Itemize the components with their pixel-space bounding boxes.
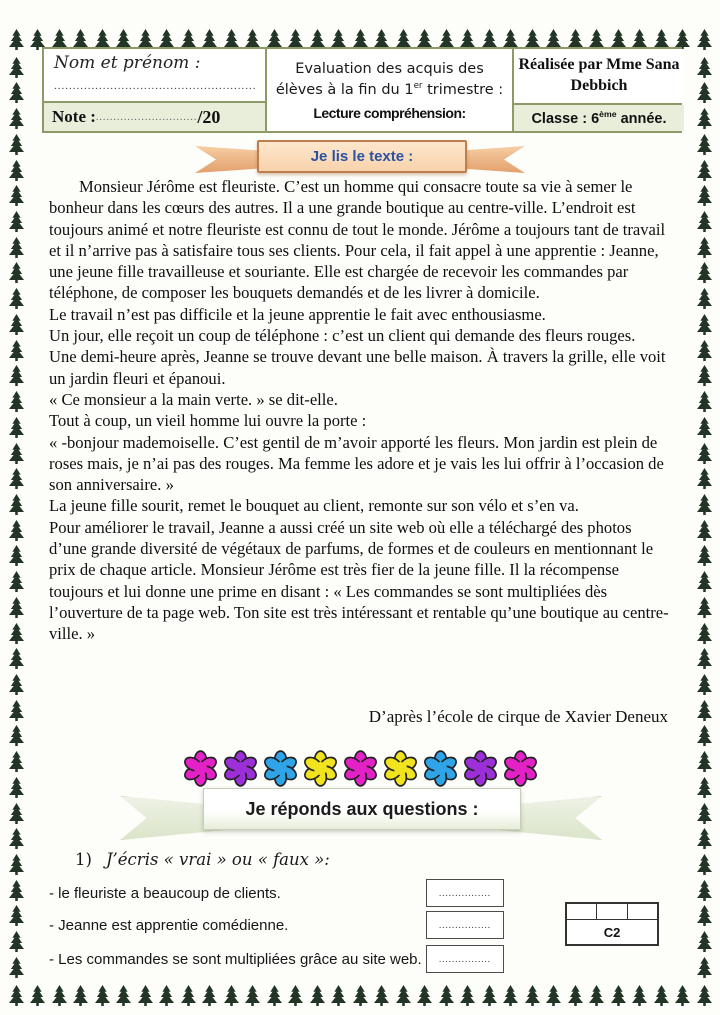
fir-tree-icon (9, 725, 24, 746)
ribbon-tail-left (195, 146, 265, 173)
fir-tree-icon (675, 985, 690, 1006)
fir-tree-icon (697, 803, 712, 824)
tree-border-right (693, 52, 715, 983)
fir-tree-icon (697, 443, 712, 464)
fir-tree-icon (353, 985, 368, 1006)
fir-tree-icon (9, 237, 24, 258)
flower-icon (222, 750, 259, 787)
fir-tree-icon (697, 160, 712, 181)
answer-box-2[interactable]: ................ (426, 911, 504, 939)
fir-tree-icon (9, 520, 24, 541)
flower-icon (302, 750, 339, 787)
fir-tree-icon (697, 82, 712, 103)
name-cell (44, 49, 265, 101)
fir-tree-icon (9, 443, 24, 464)
fir-tree-icon (546, 985, 561, 1006)
header-table (42, 47, 682, 133)
fir-tree-icon (9, 262, 24, 283)
fir-tree-icon (9, 545, 24, 566)
fir-tree-icon (9, 82, 24, 103)
true-false-row (49, 945, 504, 973)
statement-label: - Jeanne est apprentie comédienne. (49, 916, 289, 934)
fir-tree-icon (482, 985, 497, 1006)
fir-tree-icon (697, 700, 712, 721)
evaluation-subtitle: Lecture compréhension: (313, 105, 466, 122)
fir-tree-icon (439, 985, 454, 1006)
tree-border-bottom (2, 984, 718, 1007)
fir-tree-icon (589, 985, 604, 1006)
note-label: Note : (52, 107, 96, 126)
read-banner (195, 139, 525, 177)
fir-tree-icon (697, 391, 712, 412)
flower-icon (422, 750, 459, 787)
fir-tree-icon (654, 985, 669, 1006)
fir-tree-icon (9, 880, 24, 901)
fir-tree-icon (9, 365, 24, 386)
true-false-row (49, 879, 504, 907)
fir-tree-icon (288, 985, 303, 1006)
fir-tree-icon (697, 931, 712, 952)
grading-cells[interactable] (567, 904, 657, 920)
fir-tree-icon (697, 417, 712, 438)
text-paragraph: Pour améliorer le travail, Jeanne a aussi créé un site web où elle a téléchargé des photos d’une grande diversité de végétaux de parfums, de formes et de couleurs en mentionnant le prix de chaque article. Monsieur Jérôme est très fier de la jeune fille. Il la récompense toujours et lui donne une prime en disant : « Les commandes se sont multipliées dès l’ouverture de ta page web. Ton site est très intéressant et rentable qu’une boutique au centre-ville. » (49, 517, 669, 644)
fir-tree-icon (697, 365, 712, 386)
fir-tree-icon (697, 340, 712, 361)
fir-tree-icon (697, 648, 712, 669)
note-cell (44, 103, 265, 131)
fir-tree-icon (697, 494, 712, 515)
fir-tree-icon (9, 340, 24, 361)
fir-tree-icon (697, 520, 712, 541)
fir-tree-icon (202, 985, 217, 1006)
flower-icon (182, 750, 219, 787)
fir-tree-icon (9, 160, 24, 181)
fir-tree-icon (310, 985, 325, 1006)
fir-tree-icon (9, 931, 24, 952)
fir-tree-icon (9, 468, 24, 489)
fir-tree-icon (374, 985, 389, 1006)
fir-tree-icon (9, 417, 24, 438)
statement-label: - Les commandes se sont multipliées grâce au site web. (49, 950, 422, 968)
text-paragraph: Le travail n’est pas difficile et la jeune apprentie le fait avec enthousiasme. (49, 304, 546, 324)
fir-tree-icon (697, 288, 712, 309)
true-false-row (49, 911, 504, 939)
fir-tree-icon (9, 108, 24, 129)
evaluation-title-cell (267, 49, 512, 131)
fir-tree-icon (503, 985, 518, 1006)
reading-text (49, 176, 673, 645)
fir-tree-icon (697, 725, 712, 746)
text-paragraph: Tout à coup, un vieil homme lui ouvre la porte : (49, 411, 367, 431)
fir-tree-icon (396, 985, 411, 1006)
fir-tree-icon (52, 985, 67, 1006)
fir-tree-icon (224, 985, 239, 1006)
fir-tree-icon (9, 623, 24, 644)
fir-tree-icon (697, 29, 712, 50)
fir-tree-icon (9, 597, 24, 618)
flower-icon (262, 750, 299, 787)
fir-tree-icon (697, 262, 712, 283)
questions-banner-box (203, 788, 521, 830)
author-cell (514, 49, 684, 103)
fir-tree-icon (9, 391, 24, 412)
text-paragraph: Une demi-heure après, Jeanne se trouve devant une belle maison. À travers la grille, elle voit un jardin fleuri et épanoui. (49, 347, 666, 388)
fir-tree-icon (697, 985, 712, 1006)
author-name: Réalisée par Mme Sana Debbich (518, 56, 680, 94)
fir-tree-icon (525, 985, 540, 1006)
fir-tree-icon (697, 623, 712, 644)
answer-box-3[interactable]: ................ (426, 945, 504, 973)
competency-grading-table (565, 902, 659, 946)
questions-banner (120, 786, 602, 842)
fir-tree-icon (697, 314, 712, 335)
fir-tree-icon (697, 134, 712, 155)
class-cell (514, 105, 684, 131)
fir-tree-icon (697, 108, 712, 129)
questions-section (49, 850, 673, 978)
fir-tree-icon (30, 985, 45, 1006)
fir-tree-icon (9, 674, 24, 695)
name-label: Nom et prénom : (54, 53, 201, 73)
fir-tree-icon (9, 700, 24, 721)
flower-icon (342, 750, 379, 787)
fir-tree-icon (331, 985, 346, 1006)
text-attribution: D’après l’école de cirque de Xavier Deneux (368, 707, 668, 726)
fir-tree-icon (697, 674, 712, 695)
fir-tree-icon (267, 985, 282, 1006)
fir-tree-icon (138, 985, 153, 1006)
fir-tree-icon (697, 211, 712, 232)
fir-tree-icon (9, 905, 24, 926)
text-paragraph: « -bonjour mademoiselle. C’est gentil de m’avoir apporté les fleurs. Mon jardin est plein de roses mais, je n’ai pas des rouges. Ma femme les adore et je vais les lui offrir à l’occasion de son anniversaire. » (49, 432, 664, 495)
answer-box-1[interactable]: ................ (426, 879, 504, 907)
tree-border-left (5, 52, 27, 983)
fir-tree-icon (697, 880, 712, 901)
fir-tree-icon (9, 985, 24, 1006)
fir-tree-icon (697, 185, 712, 206)
fir-tree-icon (9, 648, 24, 669)
text-paragraph: « Ce monsieur a la main verte. » se dit-elle. (49, 389, 338, 409)
fir-tree-icon (159, 985, 174, 1006)
class-label: Classe : 6ème année. (531, 109, 667, 127)
fir-tree-icon (697, 545, 712, 566)
fir-tree-icon (9, 134, 24, 155)
fir-tree-icon (611, 985, 626, 1006)
fir-tree-icon (460, 985, 475, 1006)
fir-tree-icon (9, 803, 24, 824)
statement-label: - le fleuriste a beaucoup de clients. (49, 884, 281, 902)
fir-tree-icon (9, 314, 24, 335)
fir-tree-icon (697, 468, 712, 489)
fir-tree-icon (568, 985, 583, 1006)
competency-code: C2 (603, 924, 621, 940)
fir-tree-icon (697, 828, 712, 849)
fir-tree-icon (9, 29, 24, 50)
fir-tree-icon (9, 288, 24, 309)
read-banner-label: Je lis le texte : (310, 148, 414, 165)
note-fill-line[interactable]: ............................. (95, 111, 198, 123)
fir-tree-icon (95, 985, 110, 1006)
name-fill-line[interactable]: ...................................................... (54, 80, 257, 92)
fir-tree-icon (9, 494, 24, 515)
fir-tree-icon (9, 957, 24, 978)
fir-tree-icon (181, 985, 196, 1006)
read-banner-box (257, 140, 467, 173)
fir-tree-icon (9, 211, 24, 232)
fir-tree-icon (697, 597, 712, 618)
fir-tree-icon (9, 57, 24, 78)
fir-tree-icon (245, 985, 260, 1006)
text-paragraph: Un jour, elle reçoit un coup de téléphone : c’est un client qui demande des fleurs rouges. (49, 326, 636, 346)
fir-tree-icon (697, 854, 712, 875)
fir-tree-icon (9, 185, 24, 206)
question-1-prompt: 1) J’écris « vrai » ou « faux »: (75, 850, 330, 869)
note-total: /20 (197, 106, 221, 127)
fir-tree-icon (697, 571, 712, 592)
fir-tree-icon (9, 571, 24, 592)
fir-tree-icon (697, 57, 712, 78)
fir-tree-icon (73, 985, 88, 1006)
questions-banner-label: Je réponds aux questions : (245, 798, 479, 819)
evaluation-title: Evaluation des acquis des élèves à la fin du 1er trimestre : (275, 60, 504, 98)
fir-tree-icon (697, 957, 712, 978)
fir-tree-icon (632, 985, 647, 1006)
flower-divider (0, 750, 720, 787)
flower-icon (502, 750, 539, 787)
text-paragraph: La jeune fille sourit, remet le bouquet au client, remonte sur son vélo et s’en va. (49, 496, 579, 516)
fir-tree-icon (697, 237, 712, 258)
fir-tree-icon (9, 828, 24, 849)
fir-tree-icon (9, 854, 24, 875)
fir-tree-icon (417, 985, 432, 1006)
text-paragraph: Monsieur Jérôme est fleuriste. C’est un homme qui consacre toute sa vie à semer le bonheur dans les cœurs des autres. Il a une grande boutique au centre-ville. L’endroit est toujours animé et notre fleuriste est connu de tout le monde. Jérôme a toujours tant de travail et il n’arrive pas à satisfaire tous ses clients. Pour cela, il fait appel à une apprentie : Jeanne, une jeune fille travailleuse et souriante. Elle est chargée de recevoir les commandes par téléphone, de composer les bouquets demandés et de les livrer à domicile. (49, 177, 666, 303)
fir-tree-icon (116, 985, 131, 1006)
flower-icon (382, 750, 419, 787)
question-number: 1) (75, 850, 92, 869)
flower-icon (462, 750, 499, 787)
fir-tree-icon (697, 905, 712, 926)
